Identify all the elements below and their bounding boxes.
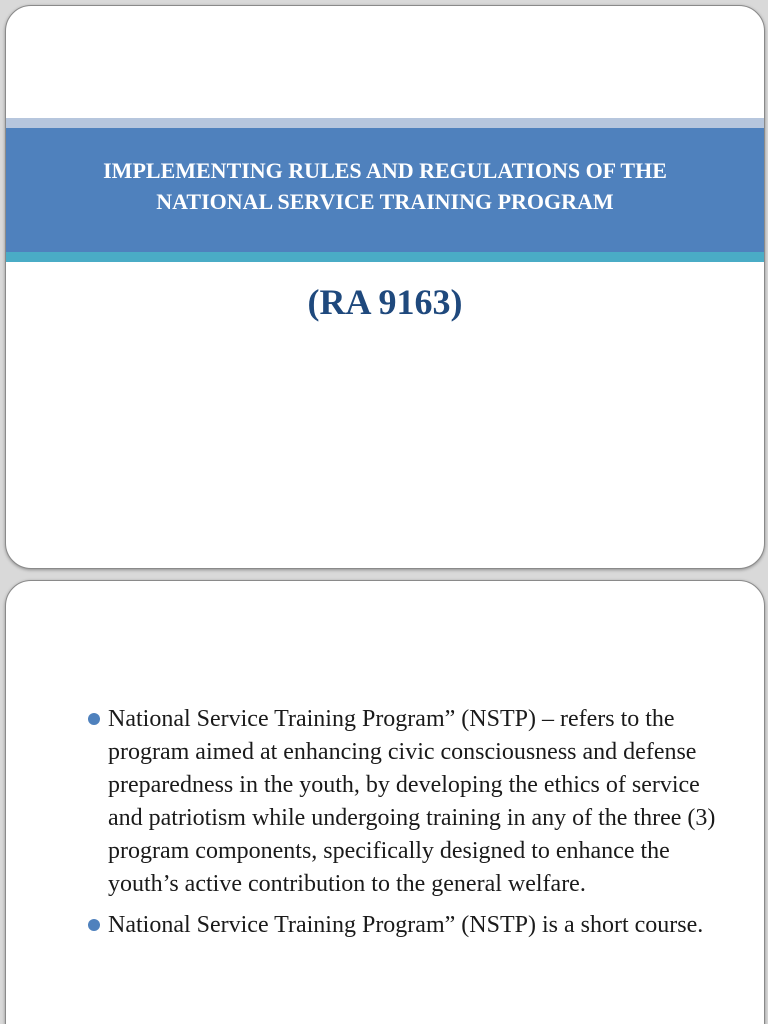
bullet-text: National Service Training Program” (NSTP) – refers to the program aimed at enhancing civic consciousness and defense preparedness in the youth, by developing the ethics of service and patriotism while undergoing training in any of the three (3) program components, specifically designed to enhance the youth’s active contribution to the general welfare. [108, 706, 716, 897]
title-band-bottom-stripe [6, 252, 764, 262]
title-band [6, 128, 764, 252]
bullet-dot-icon [88, 919, 100, 931]
bullet-item [86, 909, 736, 942]
title-band-top-stripe [6, 118, 764, 128]
slide-2 [5, 580, 765, 1024]
bullet-dot-icon [88, 713, 100, 725]
slide-1 [5, 5, 765, 569]
slide-title: IMPLEMENTING RULES AND REGULATIONS OF THE NATIONAL SERVICE TRAINING PROGRAM [103, 158, 667, 214]
bullet-list [86, 703, 736, 950]
bullet-item [86, 703, 736, 901]
slide-subtitle: (RA 9163) [307, 282, 463, 322]
bullet-text: National Service Training Program” (NSTP) is a short course. [108, 912, 704, 938]
